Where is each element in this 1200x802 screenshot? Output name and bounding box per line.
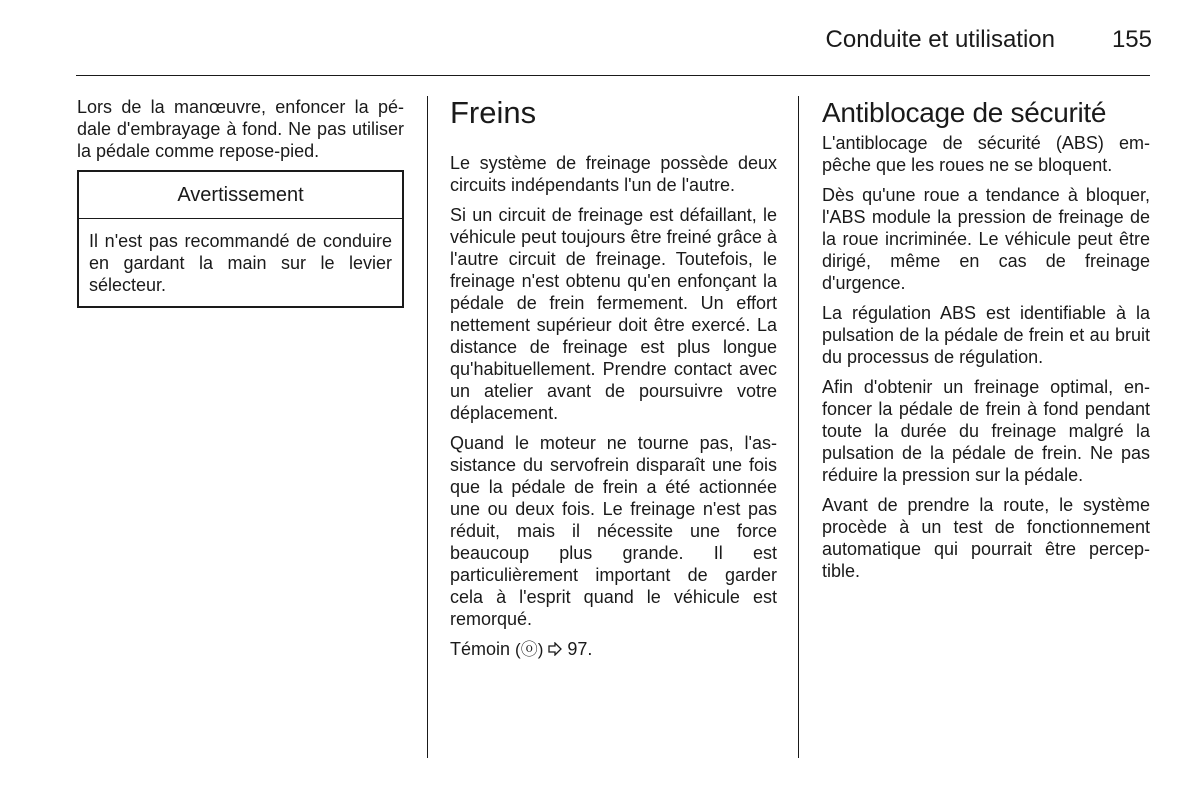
maneuver-paragraph: Lors de la manœuvre, enfoncer la pédale d'embrayage à fond. Ne pas utiliser la pédale comme repose-pied. xyxy=(77,97,404,161)
warning-text: Il n'est pas recommandé de conduire en gardant la main sur le levier sélecteur. xyxy=(89,231,392,295)
column-1 xyxy=(77,96,404,308)
column-divider-2 xyxy=(798,96,799,758)
paragraph: L'antiblocage de sécurité (ABS) empêche que les roues ne se bloquent. xyxy=(822,133,1150,175)
paragraph: Le système de freinage possède deux circuits indépendants l'un de l'autre. xyxy=(450,153,777,195)
column-2 xyxy=(450,96,777,669)
witness-label: Témoin xyxy=(450,639,511,659)
paragraph: Avant de prendre la route, le système procède à un test de fonctionnement automatique qui pourrait être perceptible. xyxy=(822,495,1150,581)
page-ref-arrow-icon[interactable] xyxy=(548,639,562,659)
column-3 xyxy=(822,96,1150,590)
section-heading-freins: Freins xyxy=(450,95,537,130)
section-heading-abs: Antiblocage de sécurité xyxy=(822,97,1107,128)
chapter-title: Conduite et utilisation xyxy=(825,26,1055,53)
warning-title: Avertissement xyxy=(79,172,402,219)
column-divider-1 xyxy=(427,96,428,758)
paragraph: La régulation ABS est identifiable à la pulsation de la pédale de frein et au bruit du processus de régulation. xyxy=(822,303,1150,367)
warning-box xyxy=(77,170,404,308)
brake-warning-icon: (ⓞ) xyxy=(515,640,544,659)
witness-reference xyxy=(450,638,777,661)
warning-body xyxy=(79,219,402,306)
page-number: 155 xyxy=(1111,26,1152,53)
paragraph: Si un circuit de freinage est défaillant, le véhicule peut toujours être freiné grâce à l'autre circuit de freinage. Toutefois, le freinage n'est obtenu qu'en enfonçant la pédale de frein fermement. Un effort nettement supérieur doit être exercé. La distance de freinage est plus longue qu'habituellement. Prendre contact avec un atelier avant de poursuivre votre déplacement. xyxy=(450,205,777,423)
paragraph: Quand le moteur ne tourne pas, l'assistance du servofrein disparaît une fois que la pédale de frein a été actionnée une ou deux fois. Le freinage n'est pas réduit, mais il nécessite une force beaucoup plus grande. Il est particulièrement important de garder cela à l'esprit quand le véhicule est remorqué. xyxy=(450,433,777,629)
page-ref[interactable]: 97. xyxy=(567,639,593,659)
paragraph: Afin d'obtenir un freinage optimal, enfoncer la pédale de frein à fond pendant toute la durée du freinage malgré la pulsation de la pédale de frein. Ne pas réduire la pression sur la pédale. xyxy=(822,377,1150,485)
paragraph: Dès qu'une roue a tendance à bloquer, l'ABS module la pression de freinage de la roue incriminée. Le véhicule peut être dirigé, même en cas de freinage d'urgence. xyxy=(822,185,1150,293)
header-divider xyxy=(76,75,1150,76)
